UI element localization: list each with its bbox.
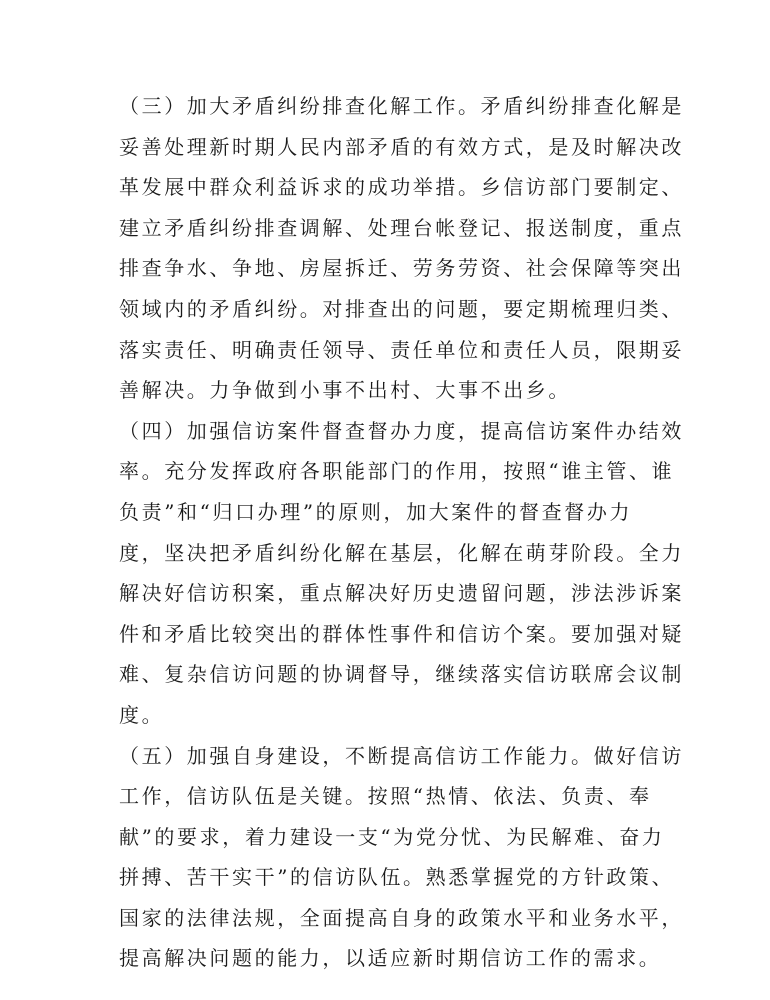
text-line: （四）加强信访案件督查督办力度，提高信访案件办结效 <box>119 418 684 443</box>
text-line: 率。充分发挥政府各职能部门的作用，按照“谁主管、谁 <box>119 459 675 484</box>
text-line: 排查争水、争地、房屋拆迁、劳务劳资、社会保障等突出 <box>119 256 684 281</box>
text-line: 妥善处理新时期人民内部矛盾的有效方式，是及时解决改 <box>119 134 684 159</box>
text-line: （五）加强自身建设，不断提高信访工作能力。做好信访 <box>119 743 684 768</box>
text-line: 善解决。力争做到小事不出村、大事不出乡。 <box>119 378 571 403</box>
text-line: 负责”和“归口办理”的原则，加大案件的督查督办力 <box>119 499 633 524</box>
text-line: 落实责任、明确责任领导、责任单位和责任人员，限期妥 <box>119 337 684 362</box>
text-line: 提高解决问题的能力，以适应新时期信访工作的需求。 <box>119 946 662 971</box>
text-line: 工作，信访队伍是关键。按照“热情、依法、负责、奉 <box>119 784 652 809</box>
text-line: 献”的要求，着力建设一支“为党分忧、为民解难、奋力 <box>119 824 665 849</box>
text-line: 件和矛盾比较突出的群体性事件和信访个案。要加强对疑 <box>119 621 684 646</box>
text-line: 建立矛盾纠纷排查调解、处理台帐登记、报送制度，重点 <box>119 215 684 240</box>
text-line: 拼搏、苦干实干”的信访队伍。熟悉掌握党的方针政策、 <box>119 865 675 890</box>
text-line: 难、复杂信访问题的协调督导，继续落实信访联席会议制 <box>119 662 684 687</box>
text-line: 领域内的矛盾纠纷。对排查出的问题，要定期梳理归类、 <box>119 296 684 321</box>
text-line: 度，坚决把矛盾纠纷化解在基层，化解在萌芽阶段。全力 <box>119 540 684 565</box>
document-body <box>119 86 684 979</box>
text-line: 解决好信访积案，重点解决好历史遗留问题，涉法涉诉案 <box>119 581 684 606</box>
text-line: 度。 <box>119 702 165 727</box>
text-line: 革发展中群众利益诉求的成功举措。乡信访部门要制定、 <box>119 175 684 200</box>
text-line: （三）加大矛盾纠纷排查化解工作。矛盾纠纷排查化解是 <box>119 94 684 118</box>
text-line: 国家的法律法规，全面提高自身的政策水平和业务水平， <box>119 905 684 930</box>
